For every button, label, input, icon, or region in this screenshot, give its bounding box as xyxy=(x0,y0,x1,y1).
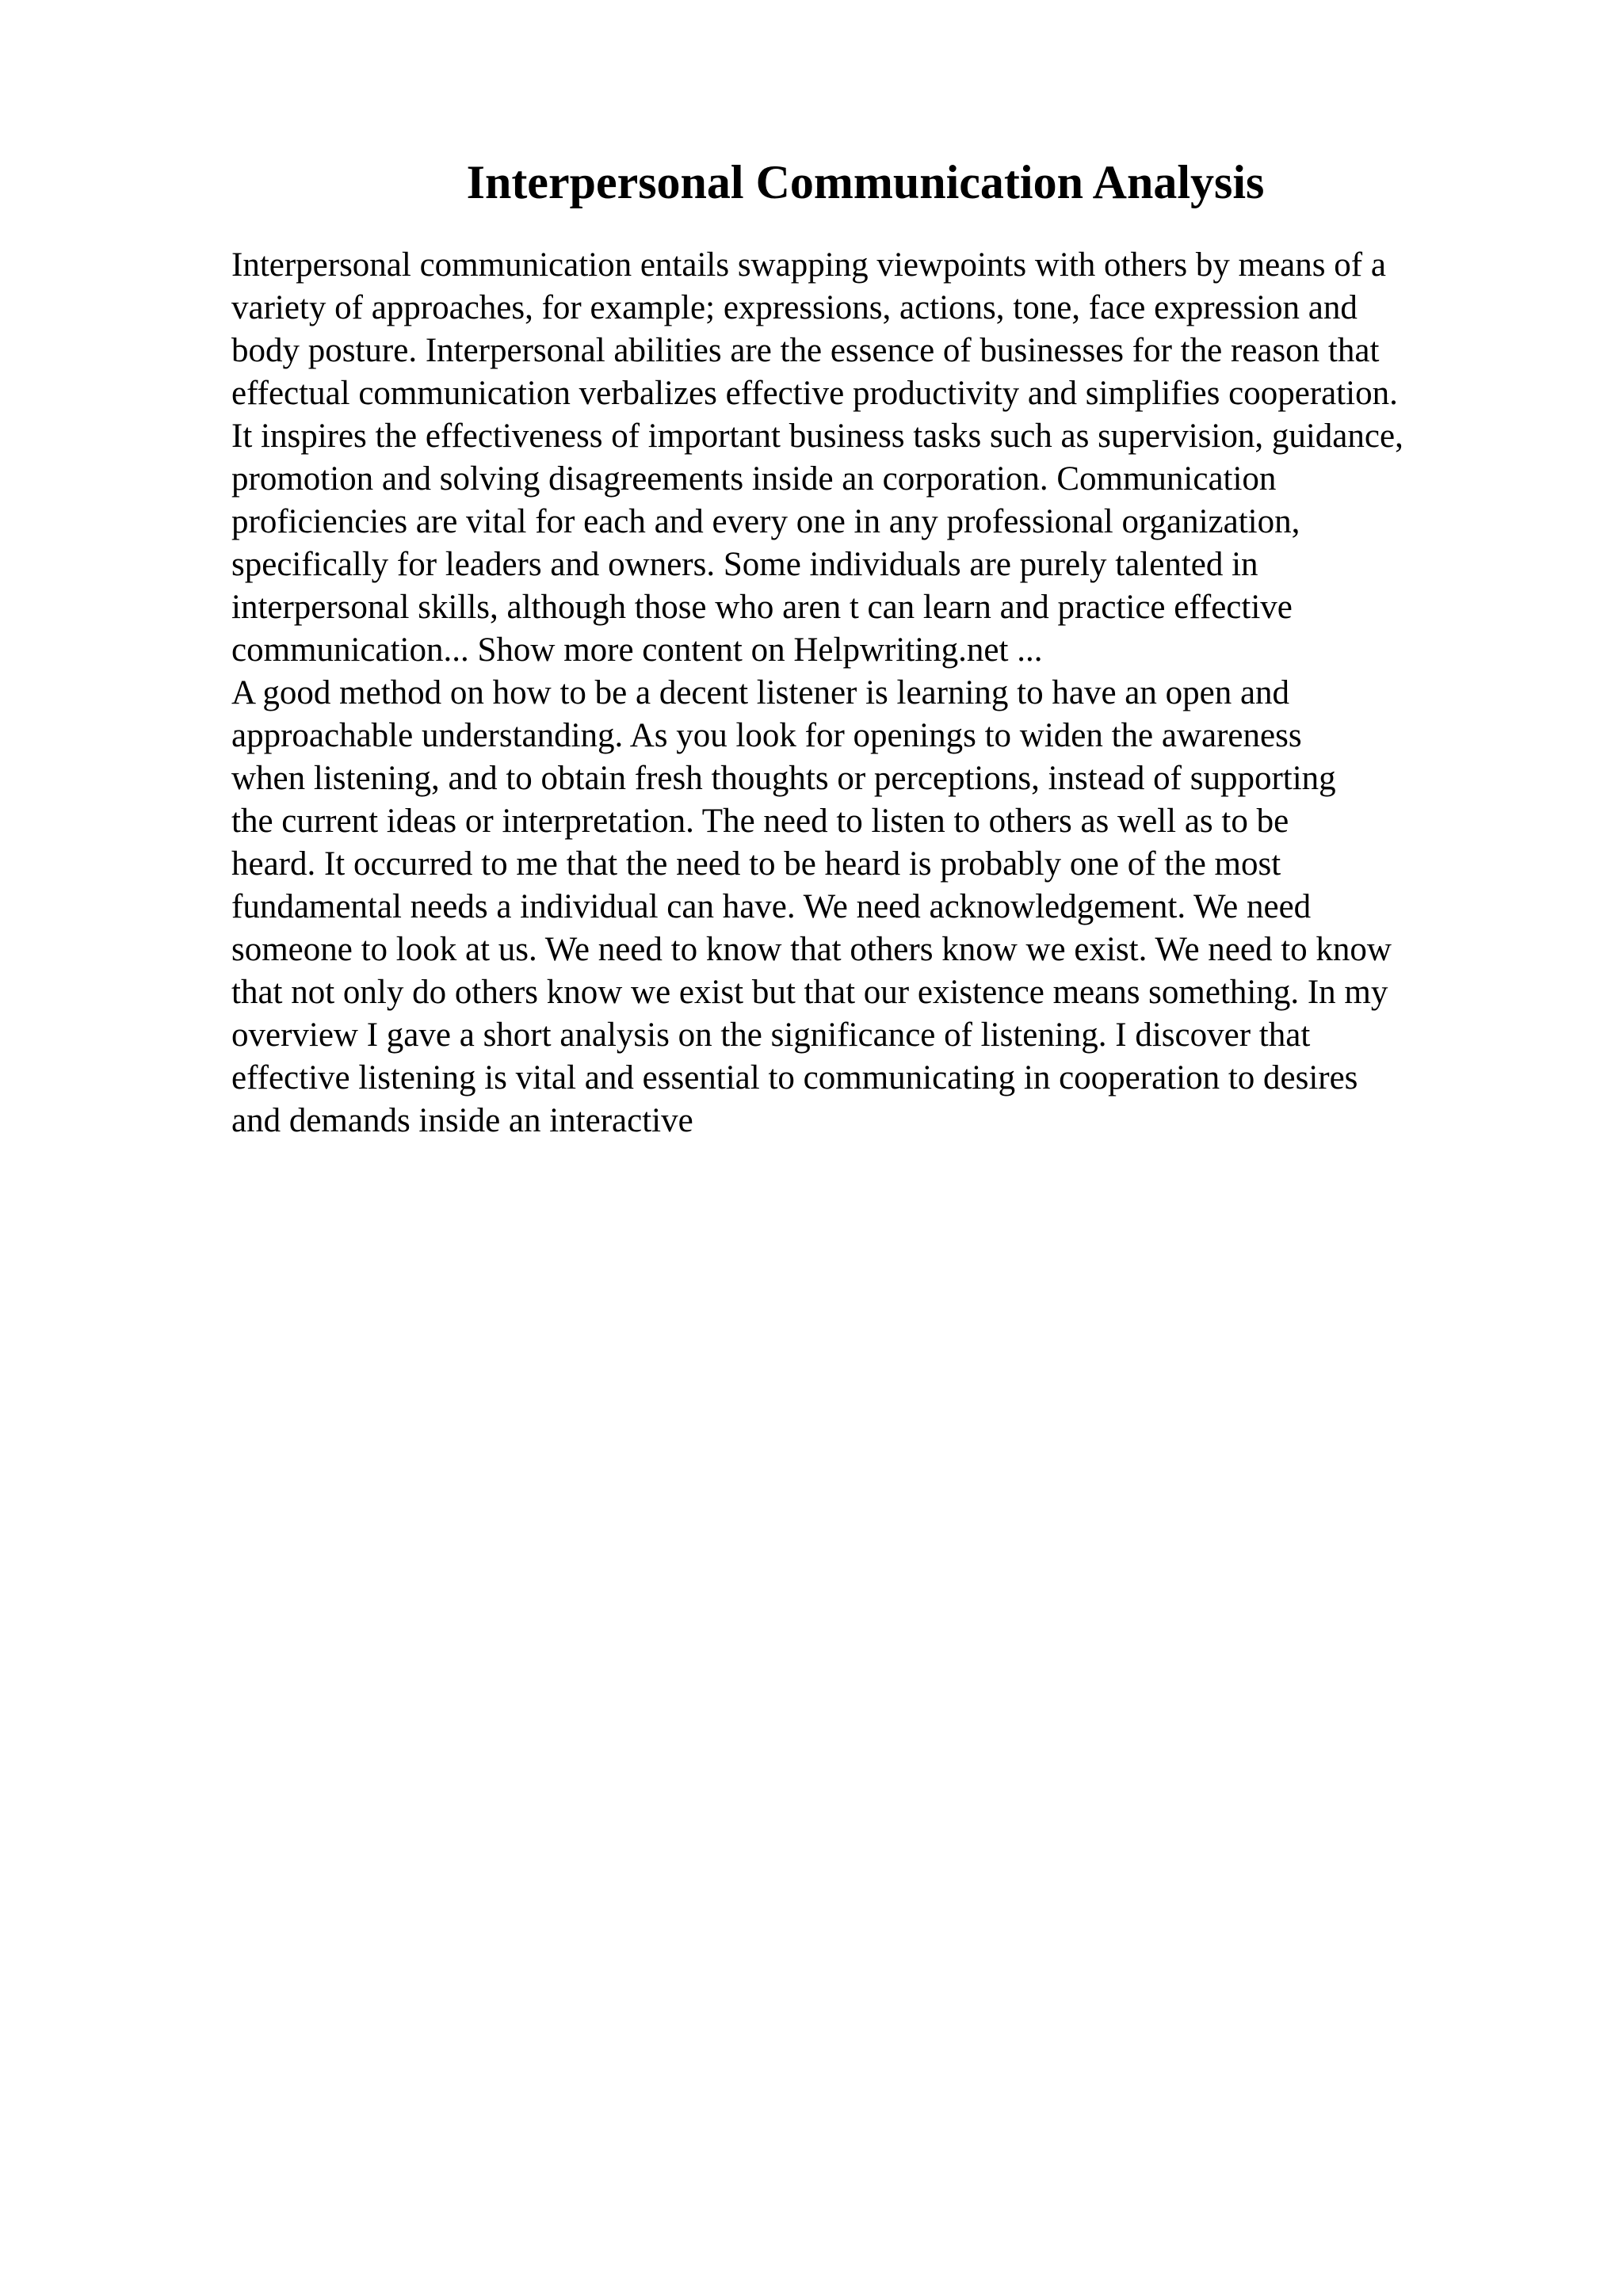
paragraph-1 xyxy=(231,244,1579,672)
document-body xyxy=(231,244,1579,1142)
text-line: interpersonal skills, although those who aren t can learn and practice effective xyxy=(231,589,1293,626)
text-line: overview I gave a short analysis on the significance of listening. I discover that xyxy=(231,1016,1311,1054)
text-line: that not only do others know we exist but that our existence means something. In my xyxy=(231,974,1388,1011)
text-line: effectual communication verbalizes effective productivity and simplifies cooperation. xyxy=(231,375,1398,412)
text-line: promotion and solving disagreements inside an corporation. Communication xyxy=(231,460,1277,498)
text-line: It inspires the effectiveness of important business tasks such as supervision, guidance, xyxy=(231,418,1403,455)
text-line: someone to look at us. We need to know that others know we exist. We need to know xyxy=(231,931,1392,968)
text-line: the current ideas or interpretation. The need to listen to others as well as to be xyxy=(231,803,1289,840)
text-line: proficiencies are vital for each and every one in any professional organization, xyxy=(231,503,1300,540)
text-line: communication... Show more content on Helpwriting.net ... xyxy=(231,631,1043,669)
text-line: and demands inside an interactive xyxy=(231,1102,693,1139)
text-line: variety of approaches, for example; expressions, actions, tone, face expression and xyxy=(231,289,1358,326)
document-title: Interpersonal Communication Analysis xyxy=(466,156,1265,208)
text-line: A good method on how to be a decent listener is learning to have an open and xyxy=(231,674,1290,711)
text-line: approachable understanding. As you look for openings to widen the awareness xyxy=(231,717,1302,754)
text-line: fundamental needs a individual can have. We need acknowledgement. We need xyxy=(231,888,1312,925)
text-line: body posture. Interpersonal abilities are the essence of businesses for the reason that xyxy=(231,332,1380,369)
text-line: heard. It occurred to me that the need to be heard is probably one of the most xyxy=(231,845,1281,883)
text-line: specifically for leaders and owners. Some individuals are purely talented in xyxy=(231,546,1258,583)
paragraph-2 xyxy=(231,672,1579,1142)
text-line: Interpersonal communication entails swapping viewpoints with others by means of a xyxy=(231,246,1386,284)
text-line: effective listening is vital and essential to communicating in cooperation to desires xyxy=(231,1059,1358,1097)
text-line: when listening, and to obtain fresh thoughts or perceptions, instead of supporting xyxy=(231,760,1336,797)
